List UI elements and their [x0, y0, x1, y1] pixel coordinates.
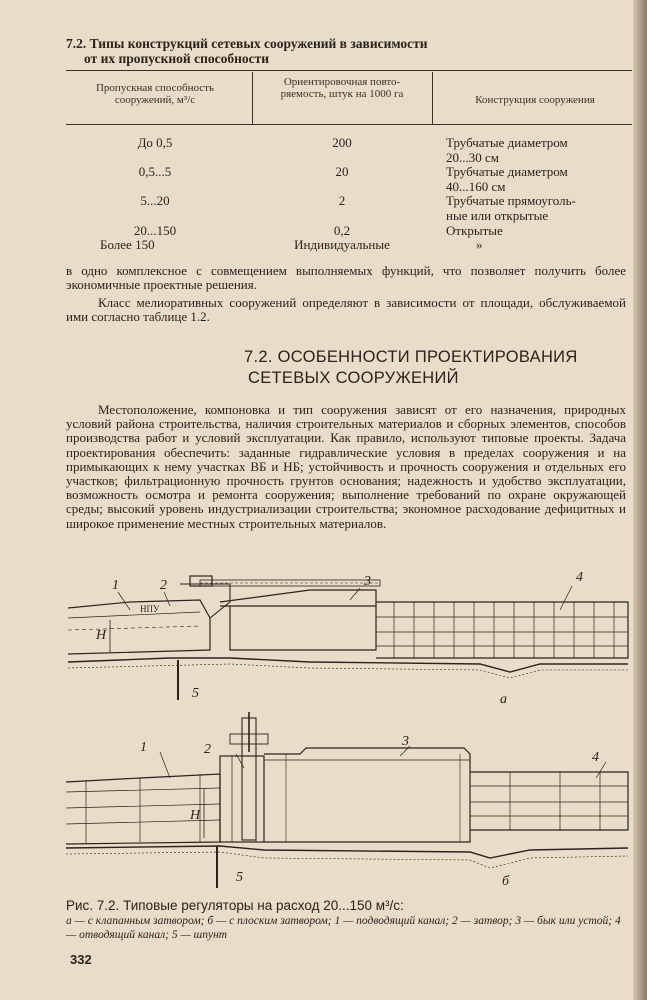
table-cell-count: 20 [335, 164, 349, 179]
figure-b-drawing [60, 712, 635, 892]
paragraph-continuation: в одно комплексное с совмещением выполняемых функций, что позволяет получить более экономичные проектные решения. [66, 263, 626, 293]
table-header-construction: Конструкция сооружения [475, 94, 595, 106]
figure-legend: а — с клапанным затвором; б — с плоским затвором; 1 — подводящий канал; 2 — затвор; 3 — бык или устой; 4 — отводящий канал; 5 — шпунт [66, 915, 621, 941]
section-heading [244, 347, 604, 389]
table-title-line2: от их пропускной способности [84, 51, 270, 66]
figure-b-label-3: 3 [402, 734, 409, 749]
table-header-count: Ориентировочная повто-ряемость, штук на 1000 га [280, 76, 404, 100]
section-heading-line1: 7.2. ОСОБЕННОСТИ ПРОЕКТИРОВАНИЯ [244, 348, 578, 366]
table-cell-count: 0,2 [333, 223, 351, 238]
figure-a-label-3: 3 [364, 574, 371, 589]
table-cell-construction: » [476, 237, 483, 252]
table-title [66, 36, 626, 66]
figure-a-h: H [96, 628, 107, 643]
figure-b-label-1: 1 [140, 740, 147, 755]
table-col-divider-2 [432, 72, 433, 124]
figure-a-letter: а [500, 692, 507, 707]
figure-b-h: H [190, 808, 201, 823]
table-top-rule [66, 70, 632, 71]
figure-b-letter: б [502, 874, 510, 889]
table-cell-count: 2 [338, 193, 346, 208]
table-cell-capacity: Более 150 [100, 237, 155, 252]
table-cell-construction: Трубчатые прямоуголь- [446, 193, 576, 208]
table-col-divider-1 [252, 72, 253, 124]
table-cell-count: 200 [332, 135, 352, 150]
table-title-line1: 7.2. Типы конструкций сетевых сооружений в зависимости [66, 36, 428, 51]
figure-caption: Рис. 7.2. Типовые регуляторы на расход 20...150 м³/с: [66, 898, 404, 913]
figure-a-npu: НПУ [140, 604, 160, 614]
paragraph-class: Класс мелиоративных сооружений определяют в зависимости от площади, обслуживаемой ими согласно таблице 1.2. [66, 295, 626, 325]
table-cell-capacity: 5...20 [140, 193, 170, 208]
table-cell-construction: Трубчатые диаметром [446, 135, 568, 150]
paragraph-body: Местоположение, компоновка и тип сооружения зависят от его назначения, природных условий района строительства, наличия строительных материалов и сборных элементов, способов производства работ и условий эксплуатации. Как правило, используют типовые проекты. Задача проектирования обеспечить: заданные гидравлические условия в пределах сооружения и на примыкающих к нему участках ВБ и НБ; устойчивость и прочность сооружения и отдельных его участков; фильтрационную прочность грунтов основания; надежность и удобство эксплуатации, возможность осмотра и ремонта сооружения; выполнение требований по охране окружающей среды; высокий уровень индустриализации строительства; экономное расходование дефицитных и широкое применение местных строительных материалов. [66, 402, 626, 531]
page-edge-shadow [633, 0, 647, 1000]
figure-a-label-2: 2 [160, 578, 167, 593]
figure-a-label-1: 1 [112, 578, 119, 593]
table-cell-construction-cont: ные или открытые [446, 208, 549, 223]
table-cell-construction-cont: 40...160 см [446, 179, 506, 194]
table-cell-construction-cont: 20...30 см [446, 150, 499, 165]
table-cell-count: Индивидуальные [294, 237, 390, 252]
figure-a-label-4: 4 [576, 570, 583, 585]
figure-a-drawing [60, 572, 635, 712]
table-header-capacity: Пропускная способность сооружений, м³/с [95, 82, 215, 106]
figure-b-label-5: 5 [236, 870, 243, 885]
figure-a-label-5: 5 [192, 686, 199, 701]
figure-b-label-2: 2 [204, 742, 211, 757]
page-number: 332 [70, 952, 92, 967]
table-cell-construction: Открытые [446, 223, 503, 238]
table-cell-capacity: 20...150 [133, 223, 177, 238]
figure-b-label-4: 4 [592, 750, 599, 765]
table-cell-construction: Трубчатые диаметром [446, 164, 568, 179]
section-heading-line2: СЕТЕВЫХ СООРУЖЕНИЙ [248, 369, 459, 387]
table-cell-capacity: 0,5...5 [138, 164, 172, 179]
table-cell-capacity: До 0,5 [137, 135, 173, 150]
